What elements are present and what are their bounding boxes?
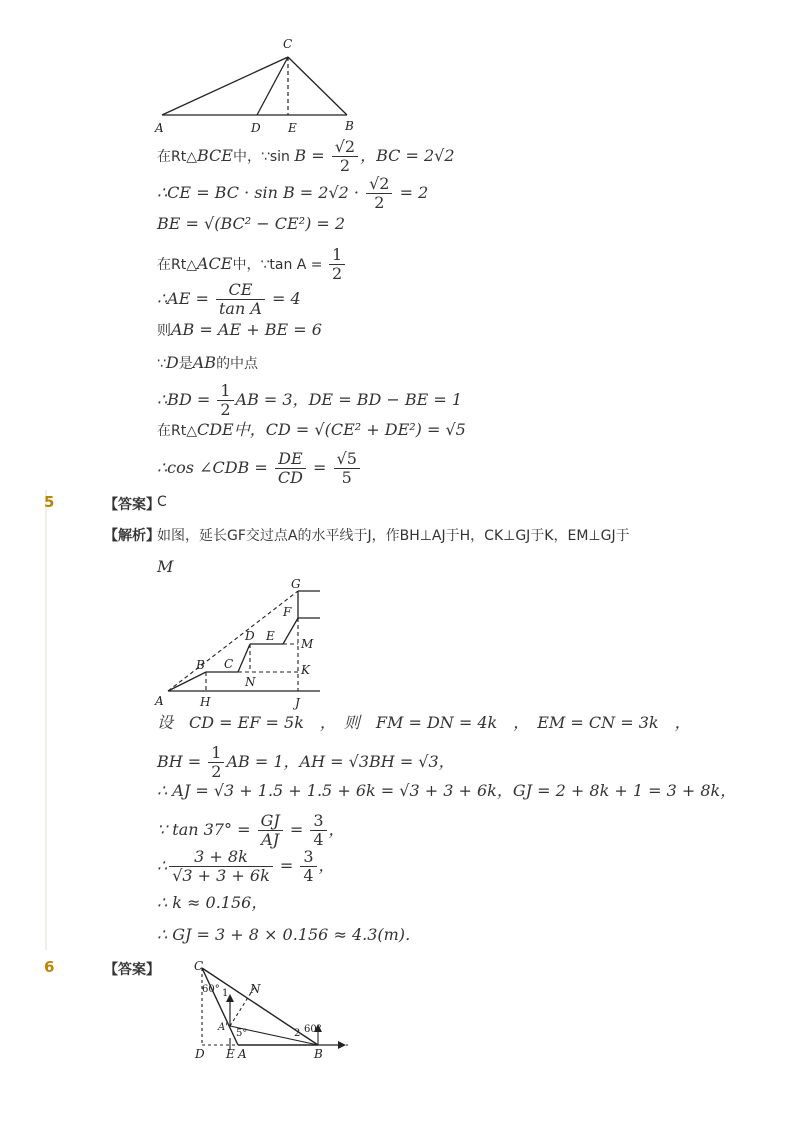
- q4-line-2: ∴CE = BC · sin B = 2√2 · $\frac{√2}{2}$ = 2: [157, 174, 429, 212]
- q5-answer: C: [157, 494, 167, 510]
- label-A: A: [155, 121, 164, 135]
- label-A: A: [238, 1047, 247, 1061]
- label-angle-2: 2: [294, 1028, 301, 1039]
- label-E: E: [266, 629, 275, 643]
- label-B: B: [314, 1047, 323, 1061]
- q5-step-7: ∴ GJ = 3 + 8 × 0.156 ≈ 4.3(m)．: [157, 925, 422, 944]
- q4-line-8: ∴BD = $\frac{1}{2}$ AB = 3，DE = BD − BE = 1: [157, 381, 463, 419]
- label-J: J: [295, 696, 300, 710]
- q4-line-6: 则AB = AE + BE = 6: [157, 320, 322, 339]
- q5-analysis-tag: 【解析】: [104, 528, 160, 544]
- label-C: C: [194, 959, 204, 973]
- label-angle-5: 5°: [236, 1028, 248, 1039]
- label-G: G: [291, 577, 301, 591]
- label-M: M: [301, 637, 314, 651]
- label-C: C: [283, 37, 293, 51]
- q4-line-3: BE = √(BC² − CE²) = 2: [157, 214, 346, 233]
- label-N: N: [245, 675, 256, 689]
- q4-line-9: 在Rt△CDE中，CD = √(CE² + DE²) = √5: [157, 420, 466, 439]
- label-C: C: [224, 657, 234, 671]
- q5-analysis-line-2: M: [157, 557, 174, 576]
- triangle-figure: [150, 32, 370, 140]
- label-B: B: [196, 658, 205, 672]
- q6-answer-tag: 【答案】: [104, 962, 160, 978]
- label-B: B: [345, 119, 354, 133]
- label-E: E: [288, 121, 297, 135]
- q5-step-5: ∴ $\frac{3 + 8k}{√3 + 3 + 6k}$ = $\frac{3}{4}$ ，: [157, 847, 335, 885]
- q6-figure: [190, 958, 360, 1068]
- q4-line-4: 在Rt△ACE中，∵tan A = $\frac{1}{2}$: [157, 246, 347, 283]
- label-D: D: [251, 121, 261, 135]
- q5-step-2: BH = $\frac{1}{2}$ AB = 1，AH = √3BH = √3，: [157, 743, 455, 781]
- label-K: K: [301, 663, 310, 677]
- label-D: D: [245, 629, 255, 643]
- q5-step-3: ∴ AJ = √3 + 1.5 + 1.5 + 6k = √3 + 3 + 6k，GJ = 2 + 8k + 1 = 3 + 8k，: [157, 781, 737, 800]
- label-D: D: [195, 1047, 205, 1061]
- label-angle-60-c: 60°: [202, 984, 220, 995]
- staircase-figure: [150, 576, 330, 710]
- label-F: F: [283, 605, 292, 619]
- label-N: N: [250, 982, 261, 996]
- label-angle-60-b: 60°: [304, 1024, 322, 1035]
- q5-step-1: 设 CD = EF = 5k ， 则 FM = DN = 4k ， EM = CN = 3k ，: [157, 713, 691, 732]
- label-E: E: [226, 1047, 235, 1061]
- question-number-6: 6: [44, 958, 55, 976]
- q5-analysis-line-1: 如图，延长GF交过点A的水平线于J，作BH⊥AJ于H，CK⊥GJ于K，EM⊥GJ于: [157, 528, 630, 544]
- q5-step-4: ∵ tan 37° = $\frac{GJ}{AJ}$ = $\frac{3}{4}$ ，: [157, 811, 345, 849]
- label-H: H: [200, 695, 211, 709]
- q4-line-10: ∴cos ∠CDB = $\frac{DE}{CD}$ = $\frac{√5}{5}$: [157, 450, 362, 487]
- question-number-5: 5: [44, 493, 55, 511]
- q4-line-5: ∴AE = $\frac{CE}{\text{tan A}}$ = 4: [157, 280, 301, 318]
- label-A-prime: A': [218, 1022, 228, 1033]
- q5-step-6: ∴ k ≈ 0.156，: [157, 893, 268, 912]
- q4-line-1: 在Rt△BCE中，∵sin B = $\frac{√2}{2}$ ，BC = 2√2: [157, 137, 455, 175]
- q4-line-7: ∵D是AB的中点: [157, 353, 259, 372]
- label-angle-1: 1: [222, 988, 229, 999]
- margin-bar: [45, 490, 47, 950]
- label-A: A: [155, 694, 164, 708]
- q5-answer-tag: 【答案】: [104, 497, 160, 513]
